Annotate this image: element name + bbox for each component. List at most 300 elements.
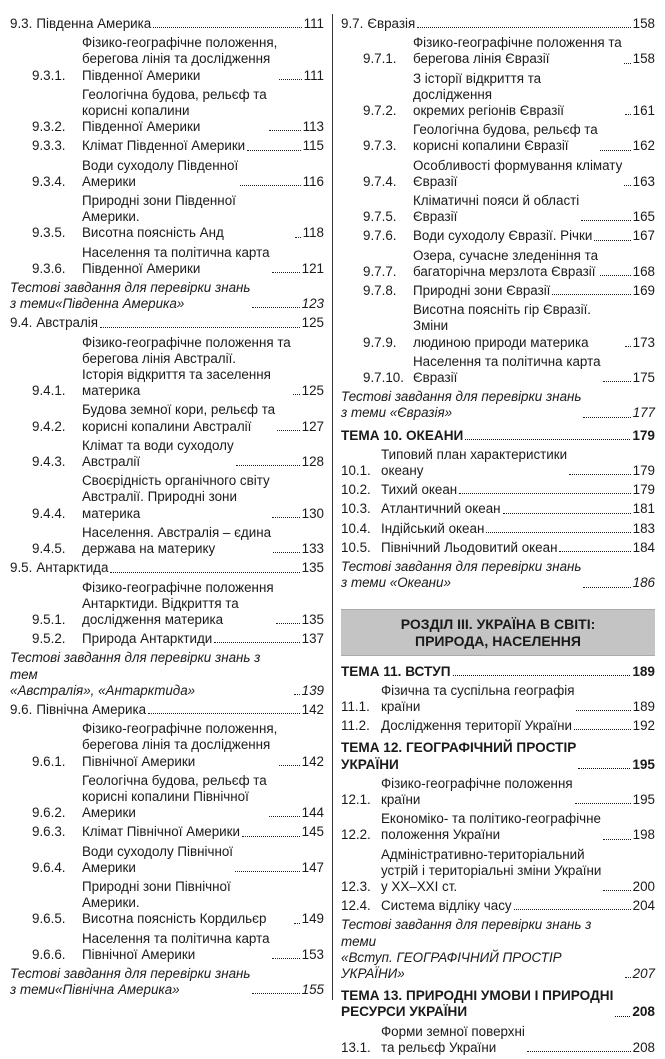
entry-title	[341, 988, 613, 1020]
toc-subsection-entry[interactable]	[10, 245, 324, 277]
entry-title-line: Висотна поясність Анд	[82, 225, 224, 241]
entry-title	[341, 559, 581, 591]
dot-leader	[552, 293, 630, 295]
toc-subsection-entry[interactable]	[341, 482, 655, 498]
toc-test-entry[interactable]	[10, 966, 324, 998]
entry-title	[82, 473, 270, 522]
toc-subsection-entry[interactable]	[10, 525, 324, 557]
toc-theme-heading[interactable]	[341, 428, 655, 444]
dot-leader	[600, 149, 631, 151]
entry-text	[341, 917, 633, 982]
entry-text	[82, 844, 302, 876]
entry-title	[82, 773, 267, 822]
entry-text	[413, 122, 633, 154]
entry-title	[381, 776, 573, 808]
entry-title-line: Природа Антарктиди	[82, 631, 213, 647]
entry-number: 10.5.	[341, 539, 371, 555]
toc-subsection-entry[interactable]	[10, 138, 324, 154]
toc-theme-heading[interactable]	[341, 988, 655, 1020]
entry-text	[82, 631, 302, 647]
entry-title	[82, 631, 212, 647]
dot-leader	[272, 957, 300, 959]
entry-title-line: Євразії	[413, 370, 458, 386]
page-number: 168	[632, 263, 655, 279]
entry-text	[381, 540, 633, 556]
entry-title-line: Типовий план характеристики	[381, 446, 568, 462]
entry-title	[82, 931, 270, 963]
dot-leader	[453, 674, 631, 676]
entry-title	[413, 122, 598, 154]
entry-title-line: Євразії	[413, 209, 458, 225]
entry-number: 9.4.4.	[32, 505, 66, 521]
toc-subsection-entry[interactable]	[10, 438, 324, 470]
toc-section-entry[interactable]	[10, 16, 324, 32]
dot-leader	[625, 113, 631, 115]
entry-title-line: берегова лінія Австралії.	[82, 350, 237, 366]
dot-leader	[625, 345, 631, 347]
entry-title-line: Південної Америки	[82, 67, 201, 83]
toc-subsection-entry[interactable]	[10, 402, 324, 434]
entry-title-line: Південна Америка	[36, 16, 152, 31]
entry-title-line: людиною природи материка	[413, 334, 589, 350]
toc-subsection-entry[interactable]	[10, 158, 324, 190]
entry-title	[82, 721, 277, 770]
entry-title	[381, 447, 567, 479]
entry-title-line: Фізико-географічне положення	[82, 579, 274, 595]
entry-number: 9.6.3.	[32, 824, 66, 840]
entry-text	[341, 559, 633, 591]
entry-title-line: Води суходолу Південної	[82, 157, 239, 173]
toc-subsection-entry[interactable]	[10, 35, 324, 84]
entry-title-line: океану	[381, 463, 424, 479]
entry-text	[82, 335, 302, 400]
entry-title-line: ТЕМА 10. ОКЕАНИ	[341, 427, 464, 443]
page-number: 167	[632, 228, 655, 244]
page-number: 181	[632, 501, 655, 517]
entry-number: 9.7.8.	[363, 283, 397, 299]
entry-title	[82, 158, 238, 190]
entry-text	[82, 931, 302, 963]
dot-leader	[559, 550, 630, 552]
entry-title-line: материка	[82, 505, 141, 521]
entry-title	[82, 245, 270, 277]
entry-title-line: «Вступ. ГЕОГРАФІЧНИЙ ПРОСТІР УКРАЇНИ»	[341, 949, 562, 981]
page-number: 144	[301, 805, 324, 821]
dot-leader	[273, 551, 300, 553]
entry-gap	[341, 592, 655, 595]
entry-title	[381, 521, 484, 537]
toc-subsection-entry[interactable]	[10, 773, 324, 822]
entry-title	[82, 525, 271, 557]
entry-title-line: Північний Льодовитий океан	[381, 539, 558, 555]
entry-title	[36, 560, 108, 576]
entry-text	[10, 280, 302, 312]
entry-title-line: Води суходолу Північної	[82, 843, 234, 859]
entry-gap	[341, 982, 655, 985]
toc-subsection-entry[interactable]	[341, 501, 655, 517]
entry-title	[10, 280, 250, 312]
entry-title	[82, 844, 233, 876]
entry-text	[36, 560, 301, 576]
entry-title-line: «Австралія», «Антарктида»	[10, 682, 196, 698]
entry-number: 9.3.	[10, 16, 33, 31]
entry-title-line: Тестові завдання для перевірки знань	[10, 965, 251, 981]
dot-leader	[603, 380, 631, 382]
entry-number: 9.3.4.	[32, 173, 66, 189]
entry-number: 9.3.5.	[32, 225, 66, 241]
entry-title	[381, 811, 601, 843]
toc-subsection-entry[interactable]	[341, 847, 655, 896]
toc-subsection-entry[interactable]	[341, 158, 655, 190]
entry-title-line: ТЕМА 13. ПРИРОДНІ УМОВИ І ПРИРОДНІ	[341, 988, 614, 1004]
entry-title-line: Кліматичні пояси й області	[413, 193, 580, 209]
toc-subsection-entry[interactable]	[341, 776, 655, 808]
entry-title-line: Антарктида	[36, 560, 109, 576]
dot-leader	[603, 838, 631, 840]
entry-number: 9.3.2.	[32, 119, 66, 135]
entry-number: 9.4.	[10, 315, 33, 331]
toc-section-entry[interactable]	[341, 16, 655, 32]
toc-subsection-entry[interactable]	[341, 302, 655, 351]
entry-title	[341, 389, 581, 421]
dot-leader	[459, 492, 630, 494]
entry-number: 11.2.	[341, 718, 370, 734]
entry-text	[413, 302, 633, 351]
entry-number: 9.6.1.	[32, 753, 66, 769]
dot-leader	[625, 976, 631, 978]
page-number: 204	[632, 898, 655, 914]
entry-title-line: Фізична та суспільна географія	[381, 682, 575, 698]
dot-leader	[465, 438, 630, 440]
entry-title-line: Населення та політична карта	[413, 353, 601, 369]
toc-subsection-entry[interactable]	[341, 248, 655, 280]
toc-subsection-entry[interactable]	[10, 721, 324, 770]
entry-number: 9.7.9.	[363, 334, 397, 350]
entry-title-line: корисні копалини Північної	[82, 788, 249, 804]
dot-leader	[594, 239, 630, 241]
toc-subsection-entry[interactable]	[10, 879, 324, 928]
entry-title	[341, 428, 463, 444]
entry-title	[82, 138, 245, 154]
entry-title-line: берегова лінія та дослідження	[82, 737, 271, 753]
toc-subsection-entry[interactable]	[341, 540, 655, 556]
entry-title	[367, 16, 415, 32]
toc-subsection-entry[interactable]	[10, 824, 324, 840]
entry-text	[82, 525, 302, 557]
toc-subsection-entry[interactable]	[341, 283, 655, 299]
page-number: 153	[301, 946, 324, 962]
dot-leader	[583, 586, 630, 588]
page-number: 145	[301, 824, 324, 840]
entry-text	[10, 966, 302, 998]
entry-number: 9.6.	[10, 701, 33, 717]
entry-title	[82, 335, 291, 400]
toc-subsection-entry[interactable]	[341, 122, 655, 154]
entry-title-line: Тестові завдання для перевірки знань з теми	[341, 917, 592, 949]
entry-title	[82, 438, 234, 470]
entry-title	[381, 482, 457, 498]
toc-subsection-entry[interactable]	[341, 447, 655, 479]
page-number: 195	[632, 791, 655, 807]
toc-subsection-entry[interactable]	[341, 1024, 655, 1056]
toc-subsection-entry[interactable]	[10, 87, 324, 136]
entry-title	[381, 847, 601, 896]
entry-text	[36, 702, 301, 718]
toc-left-column	[10, 16, 324, 1000]
entry-title-line: Південної Америки	[82, 260, 201, 276]
entry-title	[82, 193, 293, 242]
entry-text	[413, 35, 633, 67]
entry-number: 9.6.2.	[32, 805, 66, 821]
toc-test-entry[interactable]	[341, 389, 655, 421]
entry-title-line: Природні зони Євразії	[413, 283, 551, 299]
page-number: 130	[301, 505, 324, 521]
toc-right-column	[341, 16, 655, 1055]
dot-leader	[269, 129, 301, 131]
toc-subsection-entry[interactable]	[341, 71, 655, 120]
entry-title-line: Індійський океан	[381, 520, 485, 536]
page-number: 179	[632, 427, 655, 443]
entry-title-line: Фізико-географічне положення,	[82, 721, 278, 737]
toc-subsection-entry[interactable]	[341, 521, 655, 537]
dot-leader	[576, 709, 630, 711]
entry-title-line: Населення. Австралія – єдина	[82, 524, 272, 540]
toc-subsection-entry[interactable]	[10, 931, 324, 963]
page-number: 128	[301, 454, 324, 470]
entry-title	[381, 540, 557, 556]
entry-number: 9.6.5.	[32, 911, 66, 927]
entry-title	[82, 35, 277, 84]
entry-title-line: устрій і територіальні зміни України	[381, 862, 602, 878]
page-number: 125	[301, 383, 324, 399]
entry-number: 9.7.7.	[363, 263, 397, 279]
entry-title	[36, 16, 151, 32]
entry-title	[82, 402, 275, 434]
dot-leader	[148, 712, 300, 714]
entry-number: 11.1.	[341, 698, 370, 714]
entry-title	[36, 315, 98, 331]
toc-subsection-entry[interactable]	[341, 354, 655, 386]
entry-text	[381, 1024, 633, 1056]
entry-title-line: Висотна поясніть гір Євразії. Зміни	[413, 302, 592, 334]
entry-title-line: Економіко- та політико-географічне	[381, 811, 601, 827]
entry-title-line: з теми«Південна Америка»	[10, 296, 185, 312]
page-number: 195	[632, 756, 655, 772]
dot-leader	[575, 802, 631, 804]
page-number: 116	[302, 173, 324, 189]
toc-subsection-entry[interactable]	[10, 580, 324, 629]
entry-title	[341, 917, 623, 982]
entry-number: 12.4.	[341, 898, 371, 914]
page-number: 137	[301, 631, 324, 647]
toc-subsection-entry[interactable]	[10, 193, 324, 242]
entry-title-line: Геологічна будова, рельєф та	[82, 772, 267, 788]
dot-leader	[569, 473, 631, 475]
entry-title-line: Тестові завдання для перевірки знань	[341, 559, 582, 575]
page-number: 163	[632, 173, 655, 189]
entry-text	[413, 354, 633, 386]
page-number: 208	[632, 1039, 655, 1055]
entry-text	[82, 402, 302, 434]
dot-leader	[624, 62, 631, 64]
dot-leader	[486, 531, 630, 533]
dot-leader	[269, 815, 300, 817]
entry-title-line: Особливості формування клімату	[413, 157, 623, 173]
entry-text	[413, 283, 633, 299]
entry-title-line: Євразія	[367, 16, 416, 31]
entry-number: 9.7.10.	[363, 370, 404, 386]
section-banner-line: РОЗДІЛ III. УКРАЇНА В СВІТІ:	[400, 615, 596, 632]
entry-text	[341, 740, 632, 772]
entry-title-line: дослідження материка	[82, 611, 224, 627]
entry-title-line: Води суходолу Євразії. Річки	[413, 228, 593, 244]
entry-number: 9.5.2.	[32, 631, 66, 647]
entry-title	[413, 35, 622, 67]
entry-title-line: з теми «Євразія»	[341, 405, 453, 421]
entry-text	[82, 87, 303, 136]
entry-title-line: Америки	[82, 805, 136, 821]
entry-title	[381, 1024, 525, 1056]
entry-title-line: з теми «Океани»	[341, 575, 451, 591]
entry-number: 9.7.2.	[363, 103, 397, 119]
entry-title-line: Австралії	[82, 454, 141, 470]
entry-title	[413, 228, 592, 244]
entry-text	[381, 847, 633, 896]
dot-leader	[100, 326, 300, 328]
entry-title-line: Клімат та води суходолу	[82, 437, 234, 453]
entry-number: 9.3.6.	[32, 260, 66, 276]
toc-test-entry[interactable]	[10, 650, 324, 699]
entry-title-line: Фізико-географічне положення та	[82, 334, 291, 350]
entry-number: 9.3.1.	[32, 67, 66, 83]
dot-leader	[279, 78, 301, 80]
toc-subsection-entry[interactable]	[341, 683, 655, 715]
entry-text	[413, 158, 633, 190]
page-number: 121	[301, 260, 324, 276]
dot-leader	[252, 306, 299, 308]
entry-number: 13.1.	[341, 1039, 371, 1055]
entry-title-line: Атлантичний океан	[381, 501, 501, 517]
entry-text	[381, 811, 633, 843]
toc-test-entry[interactable]	[341, 559, 655, 591]
entry-number: 9.7.5.	[363, 209, 397, 225]
entry-title-line: Озера, сучасне зледеніння та	[413, 247, 599, 263]
dot-leader	[279, 764, 299, 766]
entry-number: 10.1.	[341, 463, 371, 479]
dot-leader	[615, 1015, 630, 1017]
entry-title-line: Форми земної поверхні	[381, 1023, 525, 1039]
toc-subsection-entry[interactable]	[341, 35, 655, 67]
entry-title-line: Фізико-географічне положення та	[413, 35, 622, 51]
page-number: 208	[632, 1004, 655, 1020]
page-number: 127	[301, 418, 324, 434]
dot-leader	[247, 149, 300, 151]
entry-text	[413, 228, 633, 244]
entry-title-line: Тестові завдання для перевірки знань з тем	[10, 650, 261, 682]
entry-title	[413, 302, 623, 351]
entry-text	[82, 158, 303, 190]
page-number: 162	[632, 138, 655, 154]
toc-theme-heading[interactable]	[341, 740, 655, 772]
page-number: 125	[301, 315, 324, 331]
page-number: 123	[301, 296, 324, 312]
entry-text	[381, 898, 633, 914]
entry-gap	[341, 734, 655, 737]
entry-title-line: корисні копалини Австралії	[82, 418, 252, 434]
toc-subsection-entry[interactable]	[10, 631, 324, 647]
entry-number: 10.4.	[341, 520, 371, 536]
entry-title-line: Америки	[82, 859, 136, 875]
entry-number: 9.4.1.	[32, 383, 66, 399]
entry-text	[82, 879, 302, 928]
entry-title-line: Клімат Північної Америки	[82, 824, 240, 840]
toc-section-entry[interactable]	[10, 702, 324, 718]
entry-title-line: Тихий океан	[381, 482, 458, 498]
entry-number: 12.3.	[341, 878, 371, 894]
toc-subsection-entry[interactable]	[341, 718, 655, 734]
page-number: 111	[303, 16, 324, 31]
entry-text	[10, 650, 302, 699]
entry-title-line: Фізико-географічне положення,	[82, 35, 278, 51]
dot-leader	[293, 393, 300, 395]
entry-title-line: РЕСУРСИ УКРАЇНИ	[341, 1004, 468, 1020]
page-number: 113	[302, 119, 324, 135]
toc-theme-heading[interactable]	[341, 664, 655, 680]
dot-leader	[153, 26, 301, 28]
toc-section-entry[interactable]	[10, 560, 324, 576]
entry-text	[341, 428, 632, 444]
toc-test-entry[interactable]	[341, 917, 655, 982]
dot-leader	[240, 184, 300, 186]
page-number: 139	[301, 682, 324, 698]
page-number: 155	[301, 982, 324, 998]
toc-subsection-entry[interactable]	[341, 898, 655, 914]
entry-title	[413, 283, 550, 299]
entry-number: 9.7.6.	[363, 228, 397, 244]
entry-title	[413, 248, 598, 280]
entry-text	[381, 447, 633, 479]
dot-leader	[578, 767, 630, 769]
entry-title-line: Будова земної кори, рельєф та	[82, 402, 276, 418]
entry-text	[413, 248, 633, 280]
entry-title-line: Тестові завдання для перевірки знань	[10, 280, 251, 296]
entry-title-line: Висотна поясність Кордильєр	[82, 911, 267, 927]
entry-text	[381, 482, 633, 498]
entry-title-line: Клімат Південної Америки	[82, 138, 246, 154]
toc-subsection-entry[interactable]	[341, 228, 655, 244]
toc-test-entry[interactable]	[10, 280, 324, 312]
toc-subsection-entry[interactable]	[10, 844, 324, 876]
section-banner	[341, 609, 655, 656]
entry-number: 9.5.1.	[32, 611, 66, 627]
toc-subsection-entry[interactable]	[10, 473, 324, 522]
entry-text	[82, 824, 302, 840]
entry-gap	[341, 422, 655, 425]
dot-leader	[603, 889, 630, 891]
toc-subsection-entry[interactable]	[341, 193, 655, 225]
column-divider	[332, 14, 333, 1000]
entry-text	[82, 473, 302, 522]
toc-section-entry[interactable]	[10, 315, 324, 331]
page-number: 173	[632, 334, 655, 350]
entry-number: 9.6.6.	[32, 946, 66, 962]
entry-text	[82, 193, 303, 242]
entry-text	[341, 664, 632, 680]
entry-title-line: Природні зони Північної Америки.	[82, 878, 231, 911]
entry-title-line: корисні копалини	[82, 103, 190, 119]
toc-subsection-entry[interactable]	[10, 335, 324, 400]
toc-subsection-entry[interactable]	[341, 811, 655, 843]
